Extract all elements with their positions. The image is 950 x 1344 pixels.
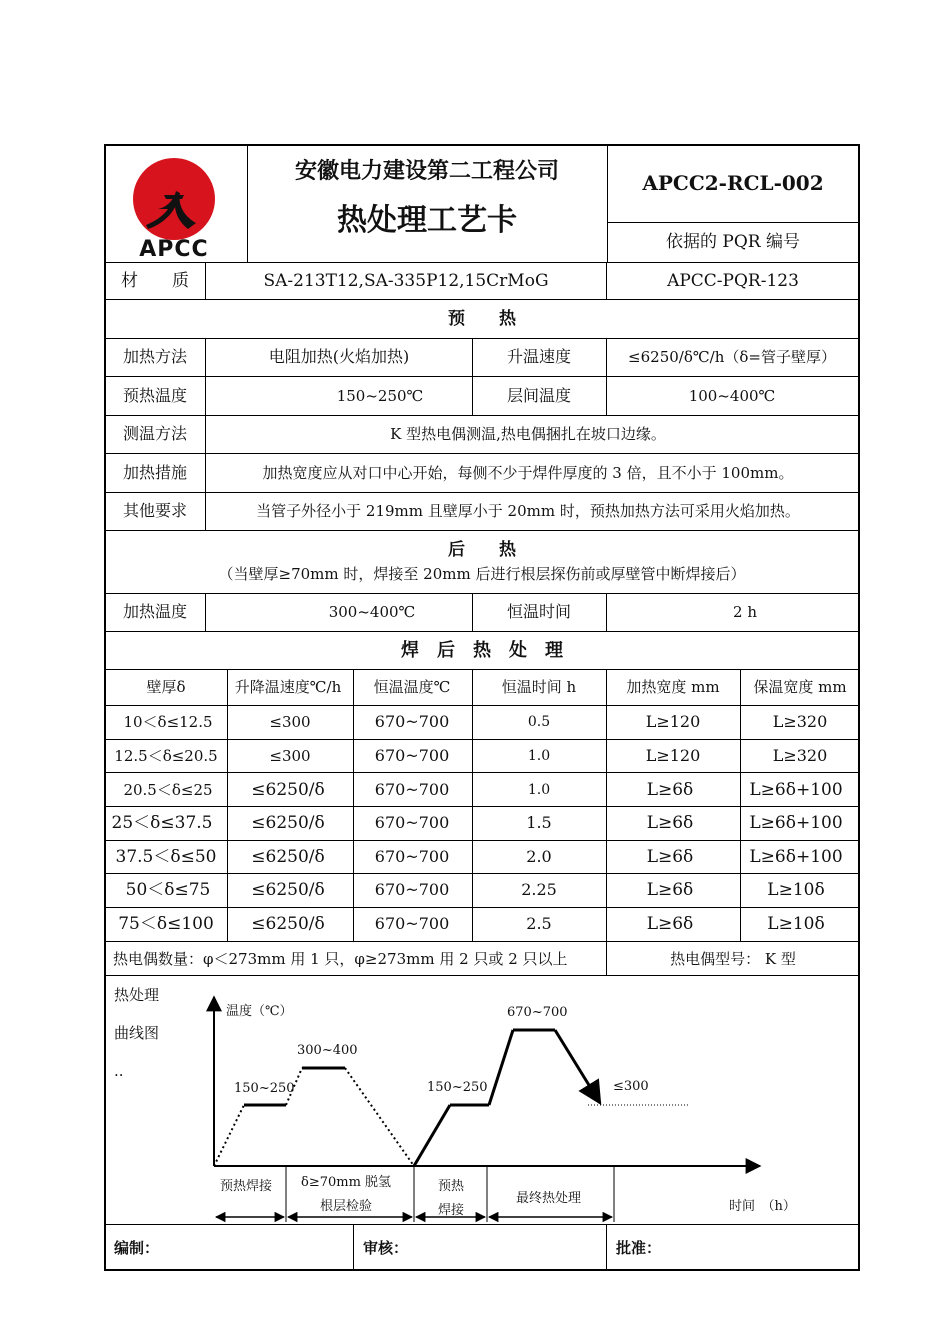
cell-hold-temp: 670~700 (374, 780, 450, 799)
material-value: SA-213T12,SA-335P12,15CrMoG (263, 271, 549, 291)
cell-insulation-width: L≥10δ (767, 880, 825, 900)
pqr-number: APCC-PQR-123 (667, 271, 799, 291)
curve-label-1: 热处理 (114, 986, 160, 1004)
cell-insulation-width: L≥6δ+100 (749, 847, 843, 867)
heating-method-label: 加热方法 (122, 347, 188, 366)
other-requirements-value: 当管子外径小于 219mm 且壁厚小于 20mm 时，预热加热方法可采用火焰加热。 (256, 502, 800, 520)
cell-insulation-width: L≥6δ+100 (749, 813, 843, 833)
col-hold-temp: 恒温温度℃ (373, 678, 451, 696)
preheat2-ramp (414, 1105, 450, 1166)
cell-heat-width: L≥6δ (646, 847, 694, 867)
cell-rate: ≤6250/δ (251, 780, 325, 800)
stage-dehydrogen-1: δ≥70mm 脱氢 (301, 1175, 392, 1190)
postheat-hold-value: 2 h (733, 603, 757, 621)
material-label: 材 质 (121, 271, 189, 291)
cell-heat-width: L≥120 (645, 712, 701, 731)
cell-insulation-width: L≥10δ (767, 914, 825, 934)
cell-heat-width: L≥6δ (646, 780, 694, 800)
interpass-temp-label: 层间温度 (506, 386, 572, 405)
cell-hold-temp: 670~700 (374, 914, 450, 933)
postheat-label: 300~400 (297, 1043, 358, 1058)
cell-hold-time: 2.5 (526, 914, 552, 933)
stage-preheat-weld: 预热焊接 (220, 1179, 273, 1194)
preheat-temp-value: 150~250℃ (336, 387, 424, 405)
cell-rate: ≤300 (269, 747, 311, 765)
cell-insulation-width: L≥320 (772, 746, 828, 765)
pwht-ramp (489, 1030, 513, 1105)
cell-hold-time: 2.0 (526, 847, 552, 866)
company-name: 安徽电力建设第二工程公司 (294, 159, 560, 184)
postheat-hold-label: 恒温时间 (506, 602, 572, 621)
cell-hold-time: 1.5 (526, 813, 552, 832)
heating-rate-value: ≤6250/δ℃/h（δ=管子壁厚） (628, 348, 836, 366)
cell-insulation-width: L≥6δ+100 (749, 780, 843, 800)
preheat2-label: 150~250 (427, 1080, 488, 1095)
approved-by: 批准： (616, 1239, 662, 1257)
cell-thickness: 50＜δ≤75 (125, 880, 211, 900)
curve-label-2: 曲线图 (114, 1024, 160, 1042)
stage-final-pwht: 最终热处理 (516, 1191, 582, 1206)
pwht-temp-label: 670~700 (507, 1005, 568, 1020)
cell-hold-time: 1.0 (527, 782, 551, 798)
col-insulation-width: 保温宽度 mm (753, 678, 847, 696)
curve-label-3: .. (114, 1062, 124, 1080)
pwht-heading: 焊 后 热 处 理 (401, 640, 563, 661)
cell-hold-temp: 670~700 (374, 880, 450, 899)
postheat-temp-value: 300~400℃ (328, 603, 416, 621)
cell-insulation-width: L≥320 (772, 712, 828, 731)
cell-hold-temp: 670~700 (374, 847, 450, 866)
cell-rate: ≤6250/δ (251, 914, 325, 934)
postheat-heading: 后 热 (448, 540, 516, 560)
cell-heat-width: L≥6δ (646, 813, 694, 833)
col-thickness: 壁厚δ (146, 678, 186, 696)
heating-method-value: 电阻加热(火焰加热) (268, 347, 410, 366)
cell-rate: ≤6250/δ (251, 847, 325, 867)
cell-hold-time: 1.0 (527, 748, 551, 764)
x-axis-label: 时间 （h） (729, 1199, 796, 1214)
cell-hold-temp: 670~700 (374, 746, 450, 765)
thermocouple-type: 热电偶型号： K 型 (670, 950, 796, 968)
postheat-cool (345, 1068, 414, 1166)
interpass-temp-value: 100~400℃ (688, 387, 776, 405)
cell-heat-width: L≥6δ (646, 914, 694, 934)
other-requirements-label: 其他要求 (122, 501, 188, 520)
preheat-heading: 预 热 (448, 309, 516, 329)
thermocouple-count: 热电偶数量：φ＜273mm 用 1 只，φ≥273mm 用 2 只或 2 只以上 (113, 950, 568, 968)
cell-thickness: 20.5＜δ≤25 (123, 781, 213, 799)
stage-preheat-1: 预热 (438, 1179, 465, 1194)
col-rate: 升降温速度℃/h (234, 678, 342, 696)
pwht-cool (555, 1030, 600, 1103)
cell-thickness: 37.5＜δ≤50 (115, 847, 217, 867)
cell-heat-width: L≥120 (645, 746, 701, 765)
temp-measure-label: 测温方法 (122, 424, 188, 443)
card-title: 热处理工艺卡 (337, 203, 517, 238)
doc-code: APCC2-RCL-002 (642, 171, 824, 195)
postheat-temp-label: 加热温度 (122, 602, 188, 621)
cell-thickness: 25＜δ≤37.5 (111, 813, 213, 833)
col-hold-time: 恒温时间 h (501, 678, 577, 696)
cell-hold-temp: 670~700 (374, 813, 450, 832)
compiled-by: 编制： (114, 1239, 160, 1257)
cell-rate: ≤6250/δ (251, 813, 325, 833)
cell-rate: ≤6250/δ (251, 880, 325, 900)
postheat-note: （当壁厚≥70mm 时，焊接至 20mm 后进行根层探伤前或厚壁管中断焊接后） (218, 565, 746, 583)
heating-measures-value: 加热宽度应从对口中心开始，每侧不少于焊件厚度的 3 倍，且不小于 100mm。 (262, 464, 794, 482)
preheat-ramp (214, 1105, 244, 1166)
cell-rate: ≤300 (269, 713, 311, 731)
preheat-temp-label: 预热温度 (122, 386, 188, 405)
cell-thickness: 10＜δ≤12.5 (123, 713, 213, 731)
reviewed-by: 审核： (363, 1239, 409, 1257)
cell-heat-width: L≥6δ (646, 880, 694, 900)
cool-limit-label: ≤300 (613, 1079, 649, 1094)
cell-hold-time: 2.25 (521, 880, 557, 899)
logo-text: APCC (139, 237, 209, 262)
cell-thickness: 12.5＜δ≤20.5 (114, 747, 218, 765)
cell-hold-temp: 670~700 (374, 712, 450, 731)
y-axis-label: 温度（℃） (226, 1004, 293, 1019)
preheat1-label: 150~250 (234, 1081, 295, 1096)
heating-measures-label: 加热措施 (122, 463, 188, 482)
col-heat-width: 加热宽度 mm (626, 678, 720, 696)
pqr-label: 依据的 PQR 编号 (666, 232, 800, 252)
cell-hold-time: 0.5 (527, 714, 551, 730)
stage-preheat-2: 焊接 (438, 1203, 465, 1218)
temp-measure-value: K 型热电偶测温,热电偶捆扎在坡口边缘。 (390, 425, 666, 443)
cell-thickness: 75＜δ≤100 (118, 914, 214, 934)
stage-dehydrogen-2: 根层检验 (320, 1199, 373, 1214)
heating-rate-label: 升温速度 (506, 347, 572, 366)
